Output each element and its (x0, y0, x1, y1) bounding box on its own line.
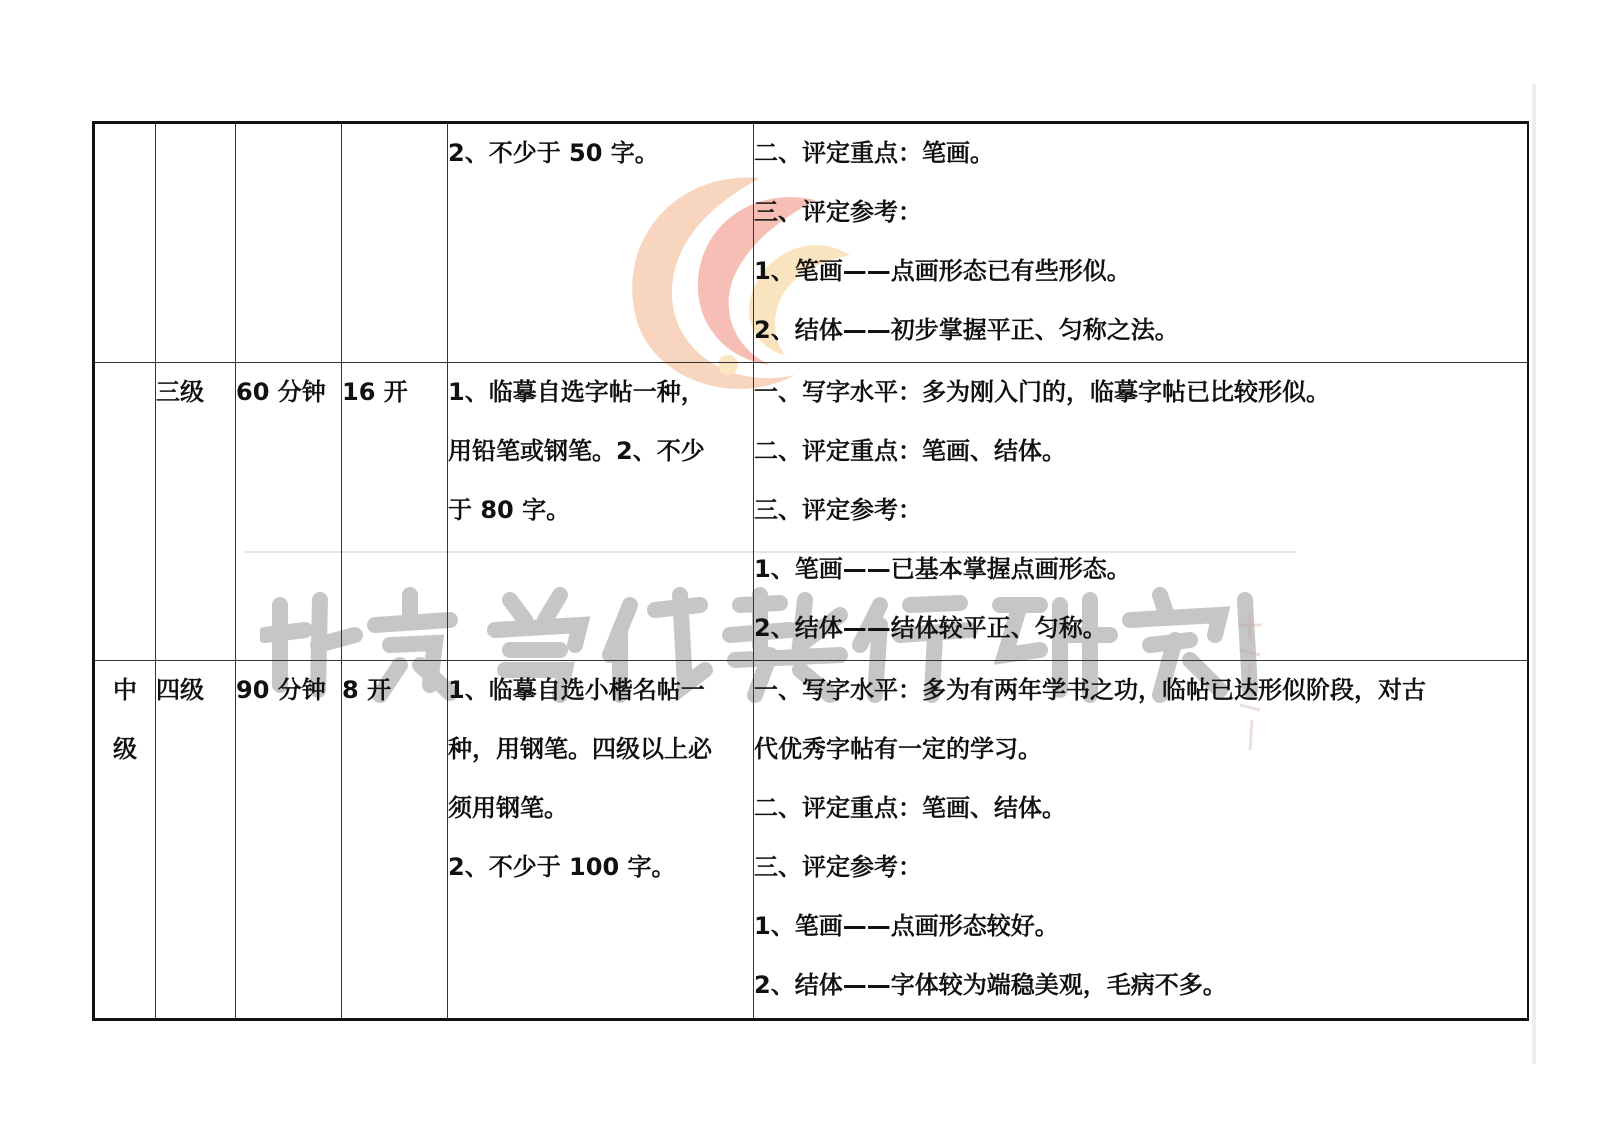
paper-cell (342, 123, 448, 363)
requirement-line: 2、不少于 100 字。 (448, 853, 676, 882)
evaluation-line: 一、写字水平：多为刚入门的，临摹字帖已比较形似。 (754, 377, 1330, 406)
evaluation-line: 2、结体——初步掌握平正、匀称之法。 (754, 316, 1179, 344)
paper-cell: 16 开 (342, 362, 448, 660)
evaluation-line: 1、笔画——点画形态较好。 (754, 912, 1059, 941)
category-cell (94, 661, 156, 1020)
evaluation-line: 2、结体——结体较平正、匀称。 (754, 613, 1107, 642)
requirement-line: 1、临摹自选小楷名帖一 (448, 676, 705, 705)
evaluation-cell (754, 661, 1528, 1020)
grade-cell: 四级 (156, 661, 236, 1020)
evaluation-line: 2、结体——字体较为端稳美观，毛病不多。 (754, 971, 1227, 1000)
time-cell: 60 分钟 (236, 362, 342, 660)
evaluation-line: 一、写字水平：多为有两年学书之功，临帖已达形似阶段，对古 (754, 676, 1426, 705)
evaluation-line: 1、笔画——已基本掌握点画形态。 (754, 554, 1131, 583)
requirements-cell (448, 362, 754, 660)
evaluation-line: 三、评定参考： (754, 198, 922, 226)
evaluation-line: 三、评定参考： (754, 495, 922, 524)
grading-table (92, 121, 1529, 1021)
evaluation-line: 代优秀字帖有一定的学习。 (754, 735, 1042, 764)
requirement-line: 种，用钢笔。四级以上必 (448, 735, 712, 764)
time-cell: 90 分钟 (236, 661, 342, 1020)
table-row (94, 123, 1528, 363)
requirements-cell (448, 123, 754, 363)
requirement-line: 须用钢笔。 (448, 794, 568, 823)
evaluation-line: 二、评定重点：笔画、结体。 (754, 436, 1066, 465)
page-edge (1532, 84, 1536, 1064)
evaluation-line: 二、评定重点：笔画、结体。 (754, 794, 1066, 823)
grade-cell: 三级 (156, 362, 236, 660)
evaluation-line: 1、笔画——点画形态已有些形似。 (754, 257, 1131, 285)
requirement-line: 1、临摹自选字帖一种， (448, 377, 705, 406)
evaluation-line: 三、评定参考： (754, 853, 922, 882)
paper-cell: 8 开 (342, 661, 448, 1020)
evaluation-line: 二、评定重点：笔画。 (754, 139, 994, 167)
evaluation-cell (754, 123, 1528, 363)
table-row (94, 362, 1528, 660)
requirements-cell (448, 661, 754, 1020)
requirement-line: 于 80 字。 (448, 495, 571, 524)
category-cell (94, 123, 156, 363)
grade-cell (156, 123, 236, 363)
requirement-line: 用铅笔或钢笔。2、不少 (448, 436, 705, 465)
table-row (94, 661, 1528, 1020)
category-char: 级 (113, 735, 137, 764)
category-cell (94, 362, 156, 660)
time-cell (236, 123, 342, 363)
requirement-line: 2、不少于 50 字。 (448, 139, 659, 167)
evaluation-cell (754, 362, 1528, 660)
category-char: 中 (113, 676, 137, 705)
